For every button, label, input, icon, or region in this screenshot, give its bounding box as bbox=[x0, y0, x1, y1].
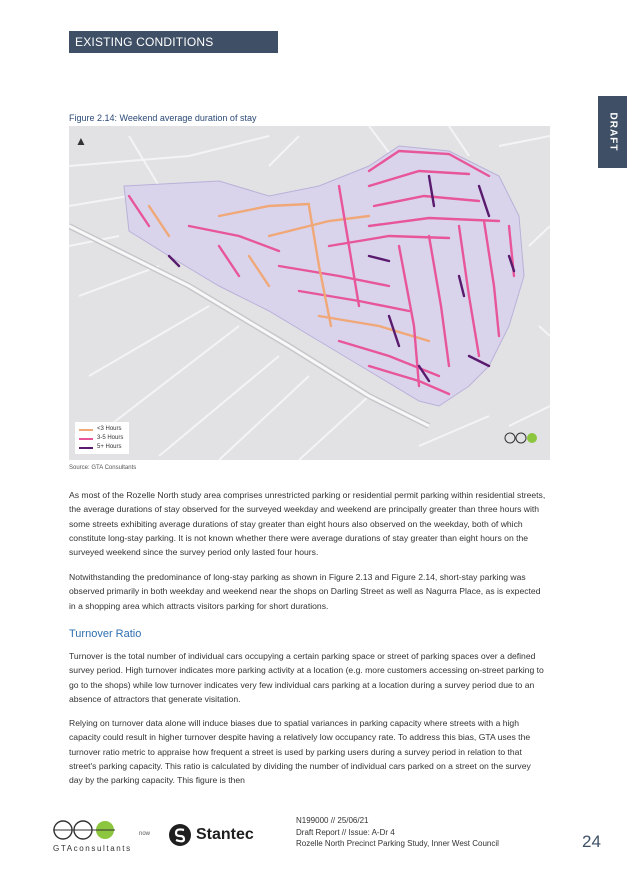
legend-swatch bbox=[79, 447, 93, 449]
figure-title: Figure 2.14: Weekend average duration of stay bbox=[69, 113, 257, 123]
legend-swatch bbox=[79, 429, 93, 431]
legend-item bbox=[79, 443, 123, 452]
footer-logo-text: GTAconsultants bbox=[53, 844, 132, 853]
footer-line: Draft Report // Issue: A-Dr 4 bbox=[296, 827, 395, 837]
body-paragraph: Turnover is the total number of individual cars occupying a certain parking space or street of parking spaces over a defined survey period. High turnover indicates more parking activity at a location (e.g. more customers accessing on-street parking to go to the shops) while low turnover indicates very few individual cars parking at a location during a survey period due to an absence of attractors that generate visitation. bbox=[69, 651, 544, 704]
body-paragraph: As most of the Rozelle North study area comprises unrestricted parking or residential permit parking within residential streets, the average durations of stay observed for the surveyed weekday and weekend are principally greater than three hours with some streets exhibiting average durations of stay greater than eight hours also observed on the weekday, both of which constitute long-stay parking. It is not known whether there were average durations of stay greater than eight hours on the surveyed weekend since the survey period only lasted four hours. bbox=[69, 490, 546, 558]
page-number: 24 bbox=[582, 832, 601, 851]
north-arrow-icon: ▲ bbox=[75, 134, 87, 148]
map-legend bbox=[75, 422, 129, 454]
body-paragraph: Notwithstanding the predominance of long-stay parking as shown in Figure 2.13 and Figure 2.14, short-stay parking was observed primarily in both weekday and weekend near the shops on Darling Street as well as Nagurra Place, as is expected in a shopping area which attracts visitors parking for short durations. bbox=[69, 572, 541, 611]
footer-info bbox=[296, 815, 499, 850]
gta-consultants-logo bbox=[53, 818, 133, 854]
footer-line: N199000 // 25/06/21 bbox=[296, 816, 369, 825]
legend-item bbox=[79, 434, 123, 443]
body-paragraph: Relying on turnover data alone will induce biases due to spatial variances in parking capacity where streets with a high capacity could result in higher turnover despite having a relatively low occupancy rate. To address this bias, GTA uses the turnover ratio metric to appraise how frequent a street is used by parking users during a survey period in relation to that street's parking capacity. This ratio is calculated by dividing the number of individual cars parked on a street on the survey day by the parking capacity. This figure is then bbox=[69, 718, 531, 786]
stantec-wordmark: Stantec bbox=[196, 826, 254, 843]
map-figure bbox=[69, 126, 550, 460]
legend-item bbox=[79, 425, 123, 434]
section-heading: Turnover Ratio bbox=[69, 628, 142, 640]
legend-swatch bbox=[79, 438, 93, 440]
draft-tab bbox=[598, 96, 627, 168]
map-graphic bbox=[69, 126, 550, 460]
legend-label: 5+ Hours bbox=[97, 444, 122, 450]
stantec-icon bbox=[168, 823, 192, 847]
footer-line: Rozelle North Precinct Parking Study, Inner West Council bbox=[296, 839, 499, 848]
section-banner bbox=[69, 31, 278, 53]
section-title: EXISTING CONDITIONS bbox=[75, 35, 214, 49]
draft-label: DRAFT bbox=[607, 112, 618, 152]
gta-logo-icon bbox=[502, 430, 542, 452]
legend-label: 3-5 Hours bbox=[97, 435, 124, 441]
now-label: now bbox=[139, 831, 151, 837]
stantec-logo bbox=[168, 820, 254, 850]
figure-source: Source: GTA Consultants bbox=[69, 465, 137, 471]
legend-label: <3 Hours bbox=[97, 426, 122, 432]
